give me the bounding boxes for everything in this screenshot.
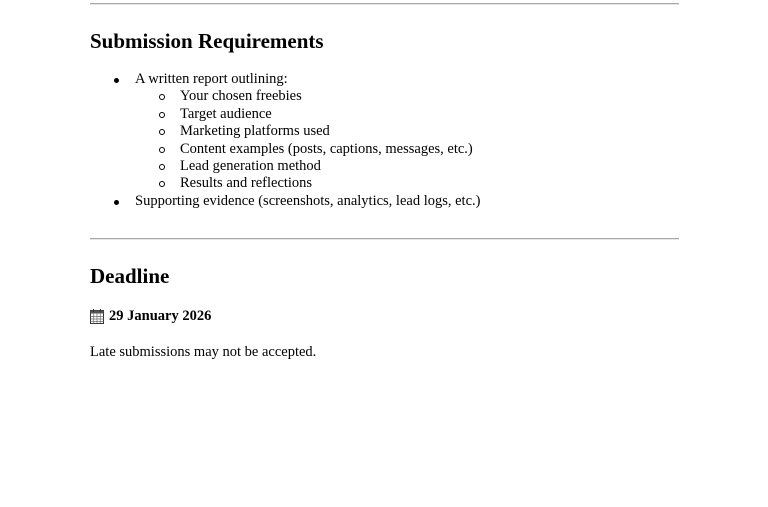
horizontal-rule-middle <box>90 238 679 240</box>
requirements-list <box>90 71 480 210</box>
horizontal-rule-top <box>90 3 679 5</box>
sublist-item: Results and reflections <box>180 175 480 192</box>
sublist-item: Lead generation method <box>180 158 480 175</box>
calendar-icon <box>90 309 104 324</box>
submission-requirements-heading: Submission Requirements <box>90 29 324 53</box>
deadline-date-line <box>90 307 211 325</box>
deadline-heading: Deadline <box>90 264 170 288</box>
list-item-label: Supporting evidence (screenshots, analytics, lead logs, etc.) <box>135 192 481 209</box>
sublist-item: Content examples (posts, captions, messages, etc.) <box>180 141 480 158</box>
list-item-written-report <box>135 71 480 193</box>
late-submission-note: Late submissions may not be accepted. <box>90 344 317 360</box>
list-item-supporting-evidence <box>135 193 480 210</box>
list-item-label: A written report outlining: <box>135 71 288 87</box>
sublist-item: Target audience <box>180 106 480 123</box>
deadline-date: 29 January 2026 <box>109 308 212 324</box>
sublist-item: Marketing platforms used <box>180 123 480 140</box>
sublist-item: Your chosen freebies <box>180 88 480 105</box>
report-contents-sublist <box>135 88 480 192</box>
